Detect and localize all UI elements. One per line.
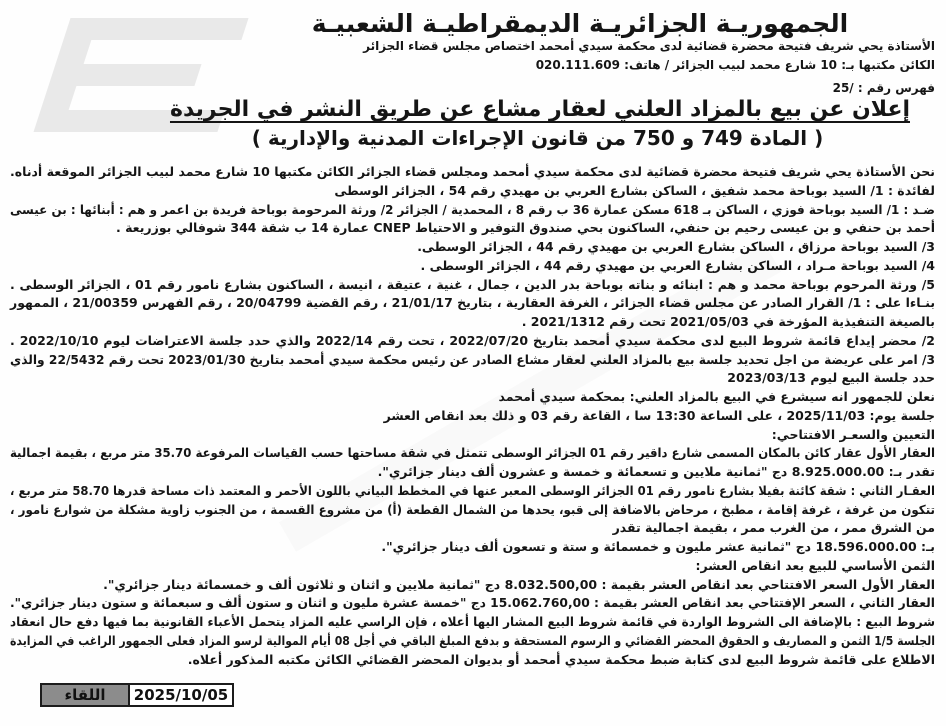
publication-date: 2025/10/05	[128, 683, 234, 707]
property-2-line-4: بـ: 18.596.000.00 دج "ثمانية عشر مليون و خمسمائة و ستة و تسعون ألف دينار جزائري".	[381, 539, 935, 554]
index-number: فهرس رقم : /25	[832, 81, 935, 95]
property-2-line-2: تتكون من غرفة ، غرفة إقامة ، مطبخ ، مرحاض بالاضافة إلى قبو، يحدها من الشمال القطعة (أ) من مشروع القسمة ، من الجنوب زاوية مشكلة من شوارع نامور ،	[9, 501, 935, 517]
notice-legal-reference: ( المادة 749 و 750 من قانون الإجراءات المدنية والإدارية )	[251, 126, 824, 150]
newspaper-name: اللقاء	[40, 683, 130, 707]
republic-title: الجمهوريـة الجزائريـة الديمقراطيـة الشعبيـة	[311, 9, 849, 38]
announcement-line: نعلن للجمهور انه سيشرع في البيع بالمزاد العلني: بمحكمة سيدي أمحمد	[498, 389, 935, 404]
beneficiary-line: لفائدة : 1/ السيد بوباحة محمد شفيق ، الساكن بشارع العربي بن مهيدي رقم 54 ، الجزائر الوسطى	[334, 182, 935, 198]
property-1-line-1: العقار الأول عقار كائن بالمكان المسمى شارع داقير رقم 01 الجزائر الوسطى تتمثل في شقة مساحتها حسب القياسات المرفوعة 35.70 متر مربع ، بقيمة اجمالية	[9, 445, 935, 461]
defendants-line-1: ضـد : 1/ السيد بوباحة فوزي ، الساكن بـ 618 مسكن عمارة 36 ب رقم 8 ، المحمدية / الجزائر 2/ ورثة المرحومة بوباحة فريدة بن اعمر و هم : أبنائها : بن عيسى	[9, 201, 935, 217]
bailiff-address-line: الكائن مكتبها بـ: 10 شارع محمد لبيب الجزائر / هاتف: 020.111.609	[535, 58, 935, 72]
defendant-3-line: 3/ السيد بوباحة مرزاق ، الساكن بشارع العربي بن مهيدي رقم 44 ، الجزائر الوسطى.	[417, 239, 935, 254]
designation-heading: التعيين والسعـر الافتتاحي:	[771, 426, 935, 442]
property-1-line-2: تقدر بـ: 8.925.000.00 دج "ثمانية ملايين و تسعمائة و خمسة و عشرون ألف دينار جزائري".	[377, 464, 935, 479]
basis-item-2-line: 2/ محضر إيداع قائمة شروط البيع لدى محكمة سيدي أمحمد بتاريخ 2022/07/20 ، تحت رقم 2022/14 والذي حدد جلسة الاعتراضات ليوم 2022/10/10 .	[10, 332, 935, 348]
defendants-line-2: أحمد بن حنفي و بن عيسى رحيم بن حنفي، الساكنون بحي صندوق التوفير و الاحتياط CNEP عمارة 14 ب شقة 344 شوفالي بوزريعة .	[116, 220, 935, 236]
session-line: جلسة يوم: 2025/11/03 ، على الساعة 13:30 سا ، القاعة رقم 03 و ذلك بعد انقاص العشر	[383, 407, 935, 423]
intro-line: نحن الأستاذة يحي شريف فتيحة محضرة قضائية لدى محكمة سيدي أمحمد ومجلس قضاء الجزائر الكائن مكتبها 10 شارع محمد لبيب الجزائر الموقعة أدناه.	[10, 164, 935, 179]
basis-item-3-line-1: 3/ امر على عريضة من اجل تحديد جلسة بيع بالمزاد العلني لعقار مشاع الصادر عن رئيس محكمة سيدي أمحمد بتاريخ 2023/01/30 تحت رقم 22/5432 والذي	[9, 351, 935, 367]
property-2-line-1: العقـار الثاني : شقة كائنة بفيلا بشارع نامور رقم 01 الجزائر الوسطى المعبر عنها في المخطط البياني باللون الأحمر و المعتمد ذات مساحة قدرها 58.70 متر مربع ،	[10, 482, 935, 498]
property-2-line-3: من الشرق ممر ، من الغرب ممر ، بقيمة اجمالية تقدر	[612, 520, 935, 536]
base-price-heading: الثمن الأساسي للبيع بعد انقاص العشر:	[695, 557, 935, 573]
notice-title: إعلان عن بيع بالمزاد العلني لعقار مشاع عن طريق النشر في الجريدة	[169, 97, 911, 122]
sale-conditions-line-3: الاطلاع على قائمة شروط البيع لدى كتابة ضبط محكمة سيدي أمحمد أو بديوان المحضر القضائي الكائن مكتبه المذكور أعلاه.	[187, 651, 935, 667]
basis-item-1-line-2: بالصيغة التنفيذية المؤرخة في 2021/05/03 تحت رقم 2021/1312 .	[521, 314, 935, 329]
base-price-property-1: العقار الأول السعر الافتتاحي بعد انقاص العشر بقيمة : 8.032.500,00 دج "ثمانية ملايين و اثنان و ثلاثون ألف و خمسمائة دينار جزائري".	[103, 576, 935, 592]
defendant-4-line: 4/ السيد بوباحة مـراد ، الساكن بشارع العربي بن مهيدي رقم 44 ، الجزائر الوسطى .	[420, 257, 935, 273]
sale-conditions-line-1: شروط البيع : بالإضافة الى الشروط الواردة في قائمة شروط البيع المشار اليها أعلاه ، فإن الراسي عليه المزاد يتحمل الأعباء القانونية بما فيها دفع حال انعقاد	[10, 614, 936, 629]
defendant-5-line: 5/ ورثة المرحوم بوباحة محمد و هم : ابنائه و بناته بوباحة بدر الدين ، جمال ، غنية ، عتيقة ، انيسة ، الساكنون بشارع نامور رقم 01 ، الجزائر الوسطى .	[10, 276, 935, 292]
base-price-property-2: العقار الثاني ، السعر الإفتتاحي بعد انقاص العشر بقيمة : 15.062.760,00 دج "خمسة عشرة مليون و اثنان و ستون ألف و سبعمائة و ستون دينار جزائري".	[9, 595, 935, 611]
basis-item-1-line-1: بنـاءا على : 1/ القرار الصادر عن مجلس قضاء الجزائر ، الغرفة العقارية ، بتاريخ 21/01/17 ، رقم القضية 20/04799 ، رقم الفهرس 21/00359 ، الممهور	[10, 295, 935, 311]
basis-item-3-line-2: حدد جلسة البيع ليوم 2023/03/13	[727, 370, 935, 386]
notice-body	[10, 163, 935, 669]
bailiff-office-line: الأستاذة يحي شريف فتيحة محضرة قضائية لدى محكمة سيدي أمحمد اختصاص مجلس قضاء الجزائر	[363, 39, 935, 53]
sale-conditions-line-2: الجلسة 1/5 الثمن و المصاريف و الحقوق المحضر القضائي و الرسوم المستحقة و بدفع المبلغ الباقي في أجل 08 أيام الموالية لرسو المزاد فعلى الجمهور الراغب في المزايدة	[9, 632, 935, 648]
